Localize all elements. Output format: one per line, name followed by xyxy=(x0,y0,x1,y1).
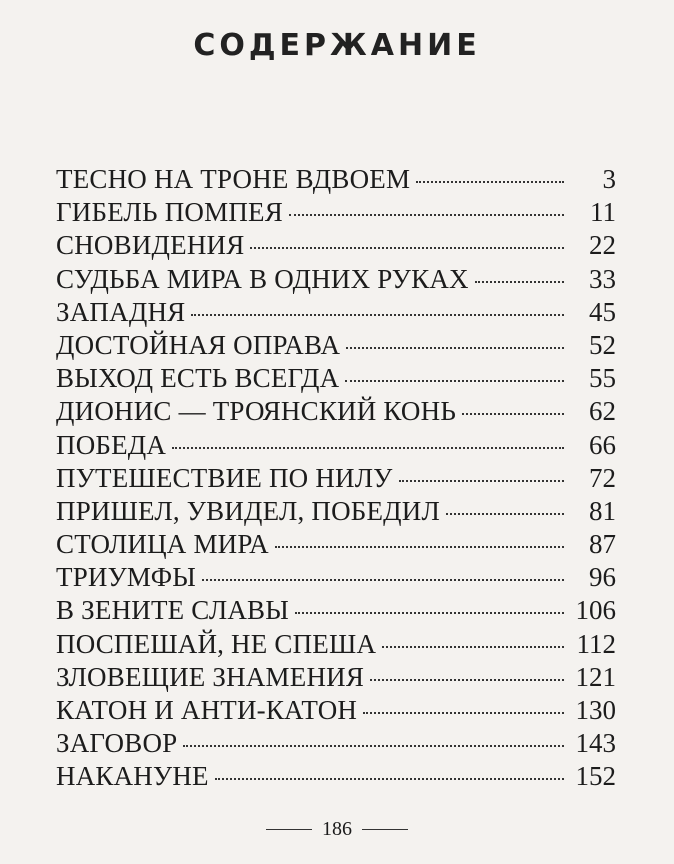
table-of-contents xyxy=(56,163,616,794)
toc-entry xyxy=(56,163,616,196)
toc-entry-page: 22 xyxy=(589,230,616,261)
toc-entry-title: В ЗЕНИТЕ СЛАВЫ xyxy=(56,595,290,626)
dot-leader xyxy=(275,546,564,548)
dot-leader xyxy=(250,247,564,249)
toc-entry xyxy=(56,462,616,495)
dot-leader xyxy=(202,579,564,581)
toc-entry-page: 45 xyxy=(589,296,616,327)
toc-entry-page: 33 xyxy=(589,263,616,294)
page-number: 186 xyxy=(322,818,352,840)
toc-entry-title: СТОЛИЦА МИРА xyxy=(56,529,269,560)
toc-entry-title: ДОСТОЙНАЯ ОПРАВА xyxy=(56,329,341,360)
toc-entry-title: ТРИУМФЫ xyxy=(56,562,197,593)
toc-entry-title: СНОВИДЕНИЯ xyxy=(56,230,245,261)
toc-entry-page: 72 xyxy=(589,462,616,493)
toc-entry-page: 3 xyxy=(602,164,616,194)
dot-leader xyxy=(363,712,564,714)
toc-entry-title: СУДЬБА МИРА В ОДНИХ РУКАХ xyxy=(56,263,469,294)
toc-entry xyxy=(56,395,616,428)
toc-entry xyxy=(56,694,616,727)
toc-entry-title: ПОСПЕШАЙ, НЕ СПЕША xyxy=(56,628,377,659)
toc-entry-title: ТЕСНО НА ТРОНЕ ВДВОЕМ xyxy=(56,164,411,194)
page-footer xyxy=(0,818,674,841)
toc-entry xyxy=(56,594,616,627)
dot-leader xyxy=(416,181,564,183)
toc-entry xyxy=(56,229,616,262)
toc-entry-page: 62 xyxy=(589,396,616,427)
dot-leader xyxy=(446,513,564,515)
toc-entry xyxy=(56,628,616,661)
toc-entry xyxy=(56,196,616,229)
dot-leader xyxy=(345,380,564,382)
dot-leader xyxy=(172,447,564,449)
toc-entry xyxy=(56,495,616,528)
dot-leader xyxy=(475,281,564,283)
dot-leader xyxy=(191,314,564,316)
toc-entry-page: 112 xyxy=(576,628,616,659)
toc-entry xyxy=(56,528,616,561)
toc-entry-page: 143 xyxy=(575,728,616,759)
dot-leader xyxy=(183,745,564,747)
toc-entry-page: 55 xyxy=(589,363,616,394)
toc-entry xyxy=(56,561,616,594)
dot-leader xyxy=(346,347,564,349)
toc-entry-page: 130 xyxy=(575,695,616,725)
toc-entry-page: 81 xyxy=(589,495,616,526)
toc-entry-page: 87 xyxy=(589,529,616,560)
dot-leader xyxy=(370,679,564,681)
dot-leader xyxy=(295,612,564,614)
toc-entry xyxy=(56,760,616,793)
toc-entry xyxy=(56,429,616,462)
toc-entry-title: ЗАГОВОР xyxy=(56,728,178,759)
dot-leader xyxy=(289,214,564,216)
toc-entry-title: ПРИШЕЛ, УВИДЕЛ, ПОБЕДИЛ xyxy=(56,495,441,526)
toc-entry-page: 96 xyxy=(589,562,616,593)
toc-entry xyxy=(56,329,616,362)
toc-entry-title: ГИБЕЛЬ ПОМПЕЯ xyxy=(56,197,283,228)
toc-entry-title: ЗАПАДНЯ xyxy=(56,296,186,327)
dot-leader xyxy=(462,413,564,415)
footer-rule-left xyxy=(266,829,312,830)
toc-entry xyxy=(56,727,616,760)
toc-entry-title: НАКАНУНЕ xyxy=(56,761,209,792)
toc-entry-title: ЗЛОВЕЩИЕ ЗНАМЕНИЯ xyxy=(56,661,365,692)
toc-entry xyxy=(56,263,616,296)
toc-entry-page: 11 xyxy=(590,197,616,228)
footer-rule-right xyxy=(362,829,408,830)
page-title: СОДЕРЖАНИЕ xyxy=(193,28,481,63)
toc-entry xyxy=(56,362,616,395)
dot-leader xyxy=(382,646,564,648)
toc-entry-title: КАТОН И АНТИ-КАТОН xyxy=(56,695,358,725)
toc-entry-title: ПОБЕДА xyxy=(56,429,167,460)
toc-entry-page: 106 xyxy=(575,595,616,626)
toc-entry-page: 52 xyxy=(589,329,616,360)
dot-leader xyxy=(215,778,564,780)
toc-entry-page: 152 xyxy=(575,761,616,792)
toc-entry-page: 121 xyxy=(575,661,616,692)
toc-entry xyxy=(56,296,616,329)
toc-entry-title: ДИОНИС — ТРОЯНСКИЙ КОНЬ xyxy=(56,396,457,427)
toc-entry xyxy=(56,661,616,694)
toc-entry-title: ВЫХОД ЕСТЬ ВСЕГДА xyxy=(56,363,340,394)
dot-leader xyxy=(399,480,564,482)
toc-entry-title: ПУТЕШЕСТВИЕ ПО НИЛУ xyxy=(56,462,393,493)
toc-entry-page: 66 xyxy=(589,429,616,460)
